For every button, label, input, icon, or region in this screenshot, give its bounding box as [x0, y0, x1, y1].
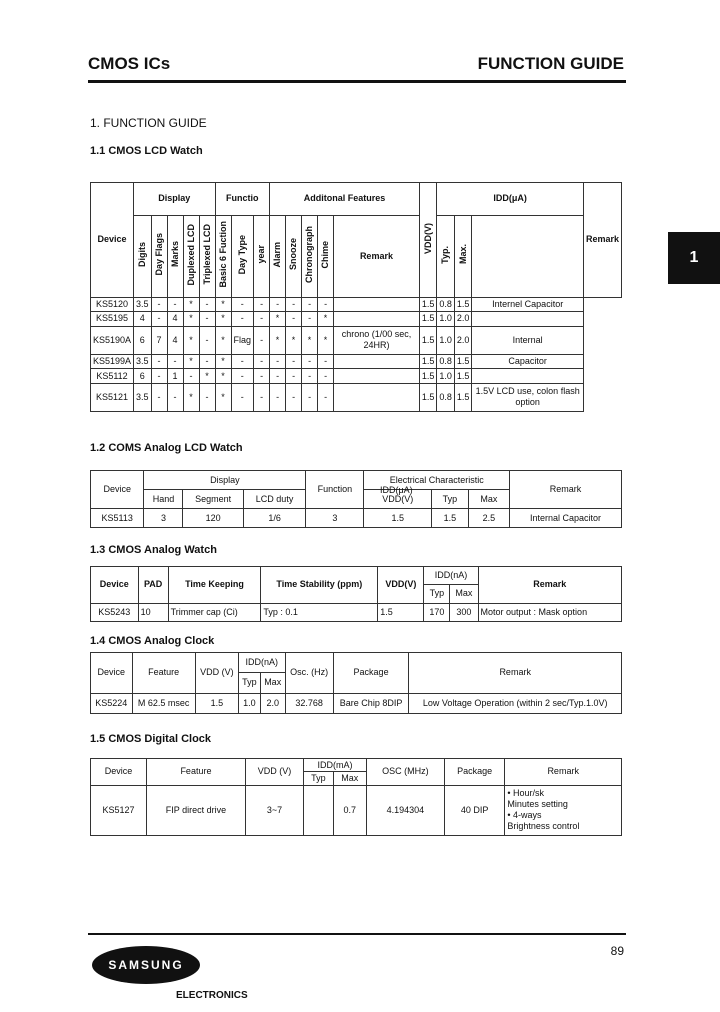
- s15-remark: [505, 785, 622, 835]
- s11-cell: *: [215, 383, 231, 411]
- s11-col: Triplexed LCD: [201, 224, 212, 285]
- s11-cell: -: [254, 297, 270, 312]
- s14-h-feature: Feature: [132, 653, 195, 694]
- s11-cell: -: [318, 383, 334, 411]
- s13-h-idd: IDD(nA): [424, 567, 478, 585]
- s14-h-vdd: VDD (V): [195, 653, 238, 694]
- s12-max: 2.5: [468, 509, 509, 528]
- s11-cell: *: [270, 326, 286, 354]
- s11-cell: -: [167, 383, 183, 411]
- s15-h-package: Package: [444, 759, 505, 786]
- s11-col: Alarm: [272, 241, 283, 268]
- s13-h-max: Max: [450, 585, 478, 603]
- s12-h-max: Max: [468, 490, 509, 509]
- s12-remark: Internal Capacitor: [510, 509, 622, 528]
- s11-cell: -: [231, 297, 254, 312]
- s11-h-device: Device: [91, 183, 134, 298]
- s14-h-osc: Osc. (Hz): [285, 653, 333, 694]
- s11-cell: -: [302, 383, 318, 411]
- s11-remark: [472, 312, 584, 327]
- s13-h-device: Device: [91, 567, 139, 604]
- s11-cell: -: [151, 383, 167, 411]
- s11-extra: chrono (1/00 sec, 24HR): [334, 326, 420, 354]
- s12-h-vdd: VDD(V): [364, 490, 432, 509]
- s11-max: 1.5: [454, 354, 472, 369]
- s13-h-stab: Time Stability (ppm): [261, 567, 378, 604]
- s15-typ: [304, 785, 334, 835]
- s15-remark-line: • Hour/sk: [507, 788, 545, 799]
- s15-device: KS5127: [91, 785, 147, 835]
- s15-feature: FIP direct drive: [147, 785, 246, 835]
- s11-cell: -: [302, 312, 318, 327]
- s15-h-typ: Typ: [304, 772, 334, 785]
- s14-h-package: Package: [333, 653, 409, 694]
- s11-device: KS5199A: [91, 354, 134, 369]
- s11-cell: -: [199, 354, 215, 369]
- s13-title: 1.3 CMOS Analog Watch: [90, 544, 217, 556]
- s11-cell: -: [302, 369, 318, 384]
- s11-row: [91, 354, 622, 369]
- s15-title: 1.5 CMOS Digital Clock: [90, 733, 212, 745]
- s11-cell: -: [254, 383, 270, 411]
- s11-col: Marks: [169, 241, 180, 268]
- s13-h-typ: Typ: [424, 585, 450, 603]
- s11-cell: -: [286, 312, 302, 327]
- s13-time: Trimmer cap (Ci): [168, 603, 261, 621]
- s12-device: KS5113: [91, 509, 144, 528]
- s12-segment: 120: [183, 509, 243, 528]
- s13-h-remark: Remark: [478, 567, 621, 604]
- s13-h-pad: PAD: [138, 567, 168, 604]
- s11-cell: -: [254, 369, 270, 384]
- s14-h-idd: IDD(nA): [239, 653, 286, 673]
- s11-cell: -: [231, 383, 254, 411]
- s11-col: Digits: [136, 241, 147, 267]
- s12-table: [90, 470, 622, 528]
- s12-h-remark: Remark: [510, 471, 622, 509]
- s13-typ: 170: [424, 603, 450, 621]
- s11-cell: 6: [134, 326, 152, 354]
- s11-cell: -: [270, 297, 286, 312]
- s11-remark: Capacitor: [472, 354, 584, 369]
- s11-typ: 0.8: [437, 383, 455, 411]
- s11-h-max: Max.: [457, 244, 468, 265]
- s11-cell: -: [151, 297, 167, 312]
- s11-body: [91, 297, 622, 412]
- s11-cell: *: [215, 326, 231, 354]
- s11-col: Basic 6 Fuction: [217, 221, 228, 288]
- s11-vdd: 1.5: [419, 297, 437, 312]
- section-title: 1. FUNCTION GUIDE: [90, 116, 207, 130]
- s11-col: Snooze: [288, 238, 299, 271]
- s13-vdd: 1.5: [378, 603, 424, 621]
- s15-h-idd: IDD(mA): [304, 759, 367, 772]
- s11-typ: 0.8: [437, 354, 455, 369]
- s12-hand: 3: [144, 509, 183, 528]
- s11-cell: -: [270, 354, 286, 369]
- s13-remark: Motor output : Mask option: [478, 603, 621, 621]
- s11-cell: -: [199, 312, 215, 327]
- s11-title: 1.1 CMOS LCD Watch: [90, 145, 203, 157]
- s11-remark: [472, 369, 584, 384]
- s11-col: Chime: [320, 240, 331, 269]
- s11-cell: 7: [151, 326, 167, 354]
- s11-cell: -: [318, 297, 334, 312]
- header-rule: [88, 80, 626, 83]
- s15-h-vdd: VDD (V): [245, 759, 303, 786]
- s11-vdd: 1.5: [419, 354, 437, 369]
- s11-cell: *: [215, 369, 231, 384]
- s14-package: Bare Chip 8DIP: [333, 693, 409, 713]
- s11-cell: 4: [167, 326, 183, 354]
- s11-max: 2.0: [454, 326, 472, 354]
- s11-cell: -: [231, 312, 254, 327]
- header-right: FUNCTION GUIDE: [477, 54, 624, 73]
- s13-pad: 10: [138, 603, 168, 621]
- s11-max: 1.5: [454, 369, 472, 384]
- s13-h-time: Time Keeping: [168, 567, 261, 604]
- s11-cell: -: [254, 312, 270, 327]
- s15-vdd: 3~7: [245, 785, 303, 835]
- s11-extra: [334, 383, 420, 411]
- s13-h-vdd: VDD(V): [378, 567, 424, 604]
- s11-cell: -: [183, 369, 199, 384]
- s11-row: [91, 369, 622, 384]
- s11-col: Day Type: [236, 234, 247, 275]
- s11-vdd: 1.5: [419, 369, 437, 384]
- s14-remark: Low Voltage Operation (within 2 sec/Typ.1.0V): [409, 693, 622, 713]
- s11-max: 1.5: [454, 297, 472, 312]
- electronics-label: ELECTRONICS: [176, 990, 248, 1001]
- s15-h-max: Max: [333, 772, 366, 785]
- s15-remark-line: Minutes setting: [507, 799, 568, 810]
- s11-h-function: Functio: [215, 183, 270, 216]
- s11-cell: -: [254, 326, 270, 354]
- s12-h-display: Display: [144, 471, 306, 490]
- s11-row: [91, 312, 622, 327]
- s11-cell: *: [199, 369, 215, 384]
- s11-h-typ: Typ.: [440, 245, 451, 264]
- s15-max: 0.7: [333, 785, 366, 835]
- s11-max: 1.5: [454, 383, 472, 411]
- s11-col: Day Flags: [153, 233, 164, 276]
- s11-cell: -: [199, 297, 215, 312]
- page-number: 89: [610, 944, 624, 958]
- s14-feature: M 62.5 msec: [132, 693, 195, 713]
- s11-cell: 4: [134, 312, 152, 327]
- s11-col: year: [256, 245, 267, 264]
- s12-h-elec: Electrical Characteristic: [364, 471, 510, 490]
- s11-cell: -: [151, 354, 167, 369]
- s15-package: 40 DIP: [444, 785, 505, 835]
- s14-vdd: 1.5: [195, 693, 238, 713]
- s11-device: KS5195: [91, 312, 134, 327]
- s11-h-idd: IDD(μA): [437, 183, 584, 216]
- s11-cell: *: [183, 297, 199, 312]
- s11-cell: 3.5: [134, 297, 152, 312]
- s11-vdd: 1.5: [419, 326, 437, 354]
- s11-col: Chronograph: [304, 226, 315, 283]
- s15-h-feature: Feature: [147, 759, 246, 786]
- footer-rule: [88, 933, 626, 935]
- s11-cell: *: [270, 312, 286, 327]
- s11-device: KS5121: [91, 383, 134, 411]
- s15-h-remark: Remark: [505, 759, 622, 786]
- s11-cell: -: [254, 354, 270, 369]
- s11-typ: 1.0: [437, 326, 455, 354]
- s11-cell: 1: [167, 369, 183, 384]
- s11-cell: *: [215, 312, 231, 327]
- s11-cell: 3.5: [134, 354, 152, 369]
- s12-h-hand: Hand: [144, 490, 183, 509]
- s15-remark-line: • 4-ways: [507, 810, 542, 821]
- s11-cell: -: [286, 383, 302, 411]
- s11-table: [90, 182, 622, 412]
- s14-device: KS5224: [91, 693, 133, 713]
- s11-cell: 3.5: [134, 383, 152, 411]
- s11-cell: -: [270, 383, 286, 411]
- s11-cell: *: [286, 326, 302, 354]
- s12-lcd: 1/6: [243, 509, 306, 528]
- s11-cell: -: [231, 369, 254, 384]
- s11-cell: -: [231, 354, 254, 369]
- s14-osc: 32.768: [285, 693, 333, 713]
- s11-cell: -: [302, 297, 318, 312]
- s12-h-device: Device: [91, 471, 144, 509]
- s11-row: [91, 297, 622, 312]
- s15-remark-line: Brightness control: [507, 821, 580, 832]
- s11-cell: -: [318, 354, 334, 369]
- side-tab: 1: [668, 232, 720, 284]
- s14-max: 2.0: [260, 693, 285, 713]
- s11-cell: *: [183, 383, 199, 411]
- s13-max: 300: [450, 603, 478, 621]
- s11-cell: *: [318, 312, 334, 327]
- s11-cell: -: [318, 369, 334, 384]
- s11-remark: 1.5V LCD use, colon flash option: [472, 383, 584, 411]
- s11-h-display: Display: [134, 183, 216, 216]
- s11-h-additional: Additonal Features: [270, 183, 420, 216]
- s15-h-osc: OSC (MHz): [366, 759, 444, 786]
- s11-cell: -: [286, 369, 302, 384]
- s15-osc: 4.194304: [366, 785, 444, 835]
- s11-h-remark: Remark: [583, 183, 621, 298]
- s11-cell: *: [183, 312, 199, 327]
- s11-device: KS5112: [91, 369, 134, 384]
- s14-h-max: Max: [260, 673, 285, 693]
- s11-cell: -: [270, 369, 286, 384]
- s11-cell: -: [302, 354, 318, 369]
- s12-h-function: Function: [306, 471, 364, 509]
- s13-device: KS5243: [91, 603, 139, 621]
- s11-cell: -: [151, 312, 167, 327]
- s12-function: 3: [306, 509, 364, 528]
- s11-device: KS5120: [91, 297, 134, 312]
- s11-cell: -: [286, 354, 302, 369]
- s11-row: [91, 383, 622, 411]
- s14-h-typ: Typ: [239, 673, 261, 693]
- samsung-logo: SAMSUNG: [92, 946, 200, 984]
- s14-typ: 1.0: [239, 693, 261, 713]
- s11-cell: *: [302, 326, 318, 354]
- s14-table: [90, 652, 622, 714]
- s11-cell: *: [183, 326, 199, 354]
- s11-extra: [334, 369, 420, 384]
- s12-vdd: 1.5: [364, 509, 432, 528]
- s11-cell: *: [318, 326, 334, 354]
- header-left: CMOS ICs: [88, 54, 171, 73]
- s13-stab: Typ : 0.1: [261, 603, 378, 621]
- s11-vdd: 1.5: [419, 383, 437, 411]
- s11-cell: -: [286, 297, 302, 312]
- s11-cell: -: [167, 297, 183, 312]
- s11-cell: -: [151, 369, 167, 384]
- s11-row: [91, 326, 622, 354]
- s11-cell: -: [199, 383, 215, 411]
- s12-h-typ: Typ: [432, 490, 469, 509]
- s11-cell: -: [199, 326, 215, 354]
- s11-cell: 4: [167, 312, 183, 327]
- s12-h-idd: IDD(μA): [380, 485, 413, 495]
- s11-typ: 1.0: [437, 369, 455, 384]
- s11-cell: -: [167, 354, 183, 369]
- s11-cell: *: [215, 354, 231, 369]
- s11-h-vdd: VDD(V): [422, 222, 433, 254]
- s11-remark: Internal: [472, 326, 584, 354]
- s14-title: 1.4 CMOS Analog Clock: [90, 635, 215, 647]
- s12-typ: 1.5: [432, 509, 469, 528]
- s11-cell: *: [183, 354, 199, 369]
- s11-typ: 1.0: [437, 312, 455, 327]
- s11-cell: *: [215, 297, 231, 312]
- s11-cell: 6: [134, 369, 152, 384]
- s12-h-lcd: LCD duty: [243, 490, 306, 509]
- s13-table: [90, 566, 622, 622]
- s14-h-remark: Remark: [409, 653, 622, 694]
- s11-max: 2.0: [454, 312, 472, 327]
- s11-col: Duplexed LCD: [185, 223, 196, 286]
- s11-cell: Flag: [231, 326, 254, 354]
- s11-extra: [334, 354, 420, 369]
- s14-h-device: Device: [91, 653, 133, 694]
- s12-h-segment: Segment: [183, 490, 243, 509]
- s15-table: [90, 758, 622, 836]
- s11-extra: [334, 297, 420, 312]
- s11-h-remark2: Remark: [334, 215, 420, 297]
- s11-device: KS5190A: [91, 326, 134, 354]
- s15-h-device: Device: [91, 759, 147, 786]
- s11-vdd: 1.5: [419, 312, 437, 327]
- s11-remark: Internel Capacitor: [472, 297, 584, 312]
- s11-typ: 0.8: [437, 297, 455, 312]
- s12-title: 1.2 COMS Analog LCD Watch: [90, 442, 243, 454]
- s11-extra: [334, 312, 420, 327]
